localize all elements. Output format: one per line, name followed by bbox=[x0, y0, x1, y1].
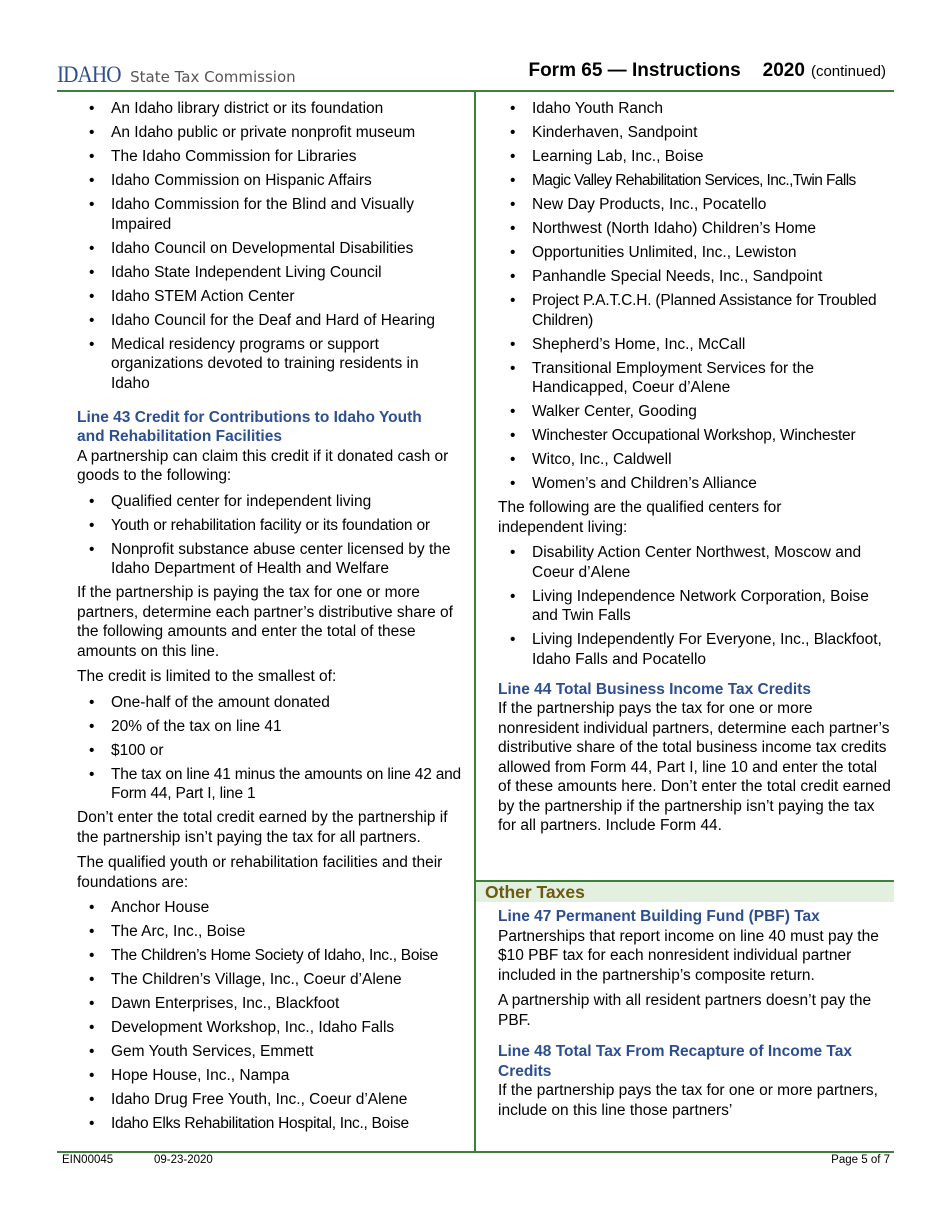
other-taxes-content bbox=[498, 907, 892, 1126]
line43-limit-list bbox=[76, 693, 462, 804]
list-item: • Idaho STEM Action Center bbox=[76, 287, 462, 307]
list-item: • One-half of the amount donated bbox=[76, 693, 462, 713]
form-title bbox=[528, 60, 886, 82]
right-column bbox=[498, 99, 892, 842]
section-title: Other Taxes bbox=[485, 882, 585, 902]
list-item: • Idaho Council on Developmental Disabilities bbox=[76, 239, 462, 259]
page-header bbox=[57, 58, 894, 92]
list-item: • Northwest (North Idaho) Children’s Home bbox=[497, 219, 892, 239]
form-name: Form 65 — Instructions bbox=[528, 60, 741, 81]
list-item: • Idaho Council for the Deaf and Hard of Hearing bbox=[76, 311, 462, 331]
list-item: • Idaho Commission on Hispanic Affairs bbox=[76, 171, 462, 191]
list-item: • Magic Valley Rehabilitation Services, Inc.,Twin Falls bbox=[497, 171, 892, 191]
list-item: • The Children’s Village, Inc., Coeur d’Alene bbox=[76, 970, 462, 990]
line43-limit-intro: The credit is limited to the smallest of: bbox=[77, 668, 337, 685]
list-item: • An Idaho library district or its foundation bbox=[76, 99, 462, 119]
list-item: • Living Independently For Everyone, Inc., Blackfoot, Idaho Falls and Pocatello bbox=[497, 630, 892, 669]
line44-body: If the partnership pays the tax for one or more nonresident individual partners, determine each partner’s distributive share of the total business income tax credits allowed from Form 44, Part I, line 10 and enter the total of these amounts here. Don’t enter the total credit earned by the partnership if the partnership isn’t paying the tax for all partners. Include Form 44. bbox=[498, 700, 891, 834]
line47-note: A partnership with all resident partners doesn’t pay the PBF. bbox=[498, 992, 872, 1029]
facilities-list-continued bbox=[497, 99, 892, 494]
continued-label: (continued) bbox=[810, 63, 886, 80]
list-item: • Kinderhaven, Sandpoint bbox=[497, 123, 892, 143]
line48-body: If the partnership pays the tax for one or more partners, include on this line those partners’ bbox=[498, 1082, 878, 1119]
left-column bbox=[77, 99, 462, 1138]
list-item: • Living Independence Network Corporation, Boise and Twin Falls bbox=[497, 587, 892, 626]
list-item: • Learning Lab, Inc., Boise bbox=[497, 147, 892, 167]
page-number: Page 5 of 7 bbox=[831, 1154, 890, 1166]
line43-intro: A partnership can claim this credit if it donated cash or goods to the following: bbox=[77, 447, 449, 484]
agency-logo bbox=[57, 62, 296, 88]
list-item: • Panhandle Special Needs, Inc., Sandpoint bbox=[497, 267, 892, 287]
list-item: • Idaho Youth Ranch bbox=[497, 99, 892, 119]
list-item: • The Idaho Commission for Libraries bbox=[76, 147, 462, 167]
list-item: • Gem Youth Services, Emmett bbox=[76, 1042, 462, 1062]
centers-intro: The following are the qualified centers for independent living: bbox=[498, 499, 782, 536]
list-item: • Idaho Elks Rehabilitation Hospital, Inc., Boise bbox=[76, 1114, 462, 1134]
line48-heading: Line 48 Total Tax From Recapture of Income Tax Credits bbox=[498, 1043, 852, 1080]
list-item: • Qualified center for independent living bbox=[76, 492, 462, 512]
list-item: • Opportunities Unlimited, Inc., Lewiston bbox=[497, 243, 892, 263]
form-code: EIN00045 bbox=[62, 1154, 114, 1166]
list-item: • Idaho Commission for the Blind and Visually Impaired bbox=[76, 195, 462, 234]
list-item: • Youth or rehabilitation facility or its foundation or bbox=[76, 516, 462, 536]
list-item: • Idaho Drug Free Youth, Inc., Coeur d’Alene bbox=[76, 1090, 462, 1110]
list-item: • Walker Center, Gooding bbox=[497, 402, 892, 422]
list-item: • Disability Action Center Northwest, Moscow and Coeur d’Alene bbox=[497, 543, 892, 582]
list-item: • 20% of the tax on line 41 bbox=[76, 717, 462, 737]
column-divider bbox=[474, 92, 476, 1153]
list-item: • $100 or bbox=[76, 741, 462, 761]
list-item: • Anchor House bbox=[76, 898, 462, 918]
list-item: • Idaho State Independent Living Council bbox=[76, 263, 462, 283]
list-item: • Hope House, Inc., Nampa bbox=[76, 1066, 462, 1086]
list-item: • An Idaho public or private nonprofit museum bbox=[76, 123, 462, 143]
line44-heading: Line 44 Total Business Income Tax Credits bbox=[498, 680, 811, 698]
line43-note: Don’t enter the total credit earned by the partnership if the partnership isn’t paying the tax for all partners. bbox=[77, 809, 448, 846]
agency-name: State Tax Commission bbox=[130, 68, 296, 86]
other-taxes-section-header bbox=[476, 880, 894, 902]
list-item: • Shepherd’s Home, Inc., McCall bbox=[497, 335, 892, 355]
list-item: • The tax on line 41 minus the amounts on line 42 and Form 44, Part I, line 1 bbox=[76, 765, 462, 804]
list-item: • New Day Products, Inc., Pocatello bbox=[497, 195, 892, 215]
centers-list bbox=[497, 543, 892, 669]
line43-heading: Line 43 Credit for Contributions to Idaho Youth and Rehabilitation Facilities bbox=[77, 408, 422, 445]
list-item: • Development Workshop, Inc., Idaho Falls bbox=[76, 1018, 462, 1038]
eligible-organizations-list bbox=[76, 99, 462, 393]
list-item: • Women’s and Children’s Alliance bbox=[497, 474, 892, 494]
line47-heading: Line 47 Permanent Building Fund (PBF) Tax bbox=[498, 908, 820, 925]
line47-body: Partnerships that report income on line 40 must pay the $10 PBF tax for each nonresident individual partner included in the partnership’s composite return. bbox=[498, 927, 879, 984]
form-year: 2020 bbox=[762, 60, 805, 81]
list-item: • The Children’s Home Society of Idaho, Inc., Boise bbox=[76, 946, 462, 966]
idaho-logo-mark: IDAHO bbox=[57, 62, 121, 87]
list-item: • Medical residency programs or support organizations devoted to training residents in Idaho bbox=[76, 335, 462, 394]
list-item: • Transitional Employment Services for the Handicapped, Coeur d’Alene bbox=[497, 359, 892, 398]
list-item: • Dawn Enterprises, Inc., Blackfoot bbox=[76, 994, 462, 1014]
line43-facilities-intro: The qualified youth or rehabilitation facilities and their foundations are: bbox=[77, 854, 443, 891]
list-item: • The Arc, Inc., Boise bbox=[76, 922, 462, 942]
line43-partner-share: If the partnership is paying the tax for one or more partners, determine each partner’s distributive share of the following amounts and enter the total of these amounts on this line. bbox=[77, 584, 453, 660]
footer-rule bbox=[57, 1151, 894, 1153]
list-item: • Project P.A.T.C.H. (Planned Assistance for Troubled Children) bbox=[497, 291, 892, 330]
list-item: • Witco, Inc., Caldwell bbox=[497, 450, 892, 470]
line43-recipient-list bbox=[76, 492, 462, 579]
revision-date: 09-23-2020 bbox=[154, 1154, 213, 1166]
facilities-list bbox=[76, 898, 462, 1134]
list-item: • Winchester Occupational Workshop, Winchester bbox=[497, 426, 892, 446]
list-item: • Nonprofit substance abuse center licensed by the Idaho Department of Health and Welfare bbox=[76, 540, 462, 579]
